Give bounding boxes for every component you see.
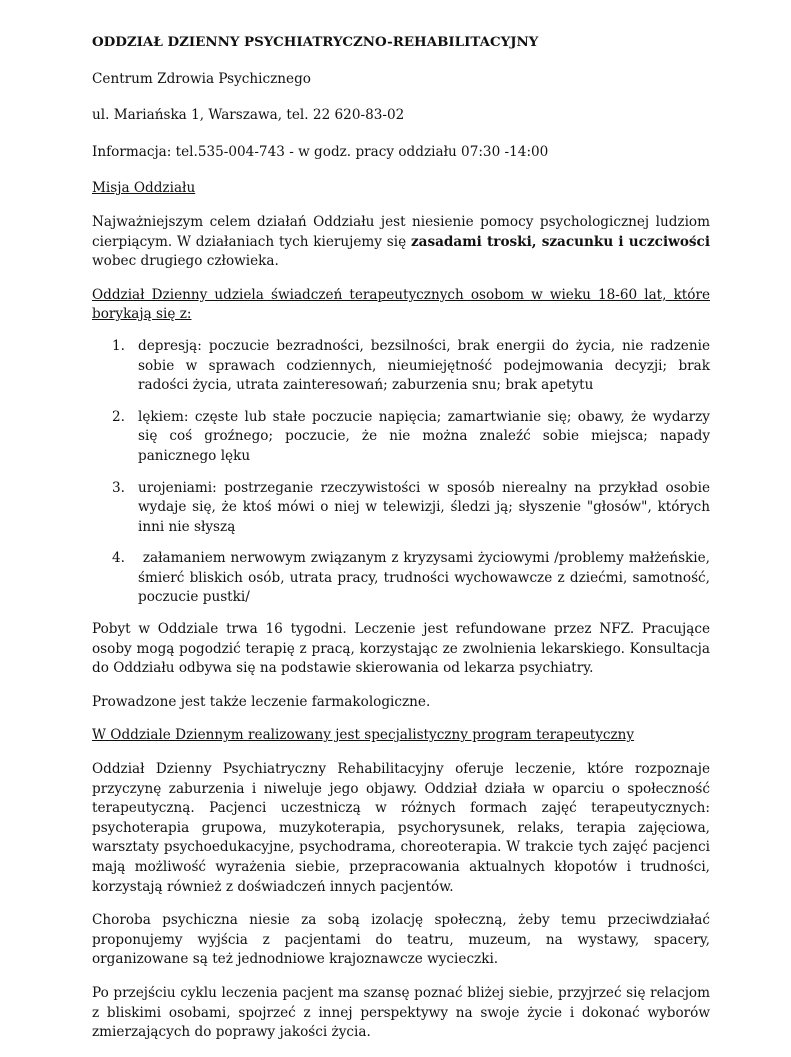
info-line: Informacja: tel.535-004-743 - w godz. pracy oddziału 07:30 -14:00 [92, 143, 549, 160]
program-paragraph-1: Oddział Dzienny Psychiatryczny Rehabilitacyjny oferuje leczenie, które rozpoznaje przyczynę zaburzenia i niweluje jego objawy. Oddział działa w oparciu o społeczność terapeutyczną. Pacjenci uczestniczą w różnych formach zajęć terapeutycznych: psychoterapia grupowa, muzykoterapia, psychorysunek, relaks, terapia zajęciowa, warsztaty psychoedukacyjne, psychodrama, choreoterapia. W trakcie tych zajęć pacjenci mają możliwość wyrażenia siebie, przepracowania aktualnych kłopotów i trudności, korzystają również z doświadczeń innych pacjentów. [92, 761, 710, 895]
mission-text-before: Najważniejszym celem działań Oddziału jest niesienie pomocy psychologicznej ludziom cierpiącym. W działaniach tych kierujemy się [92, 213, 710, 250]
list-item-text: lękiem: częste lub stałe poczucie napięcia; zamartwianie się; obawy, że wydarzy się coś groźnego; poczucie, że nie można znaleźć sobie miejsca; napady panicznego lęku [138, 408, 710, 464]
list-item [92, 337, 710, 396]
mission-text-after: wobec drugiego człowieka. [92, 253, 279, 270]
page-title: ODDZIAŁ DZIENNY PSYCHIATRYCZNO-REHABILITACYJNY [92, 34, 539, 50]
pharmacology-paragraph: Prowadzone jest także leczenie farmakologiczne. [92, 693, 431, 710]
mission-text-bold: zasadami troski, szacunku i uczciwości [410, 233, 710, 250]
list-item-number: 3. [112, 479, 125, 496]
program-heading: W Oddziale Dziennym realizowany jest specjalistyczny program terapeutyczny [92, 727, 635, 744]
document-page [92, 33, 715, 1057]
list-item [92, 408, 710, 467]
list-item [92, 479, 710, 538]
services-heading: Oddział Dzienny udziela świadczeń terapeutycznych osobom w wieku 18-60 lat, które borykają się z: [92, 286, 710, 323]
stay-paragraph: Pobyt w Oddziale trwa 16 tygodni. Leczenie jest refundowane przez NFZ. Pracujące osoby mogą pogodzić terapię z pracą, korzystając ze zwolnienia lekarskiego. Konsultacja do Oddziału odbywa się na podstawie skierowania od lekarza psychiatry. [92, 621, 710, 677]
mission-heading: Misja Oddziału [92, 180, 196, 197]
list-item-text: depresją: poczucie bezradności, bezsilności, brak energii do życia, nie radzenie sobie w sprawach codziennych, nieumiejętność podejmowania decyzji; brak radości życia, utrata zainteresowań; zaburzenia snu; brak apetytu [138, 337, 710, 394]
list-item-number: 2. [112, 408, 125, 425]
list-item-text: urojeniami: postrzeganie rzeczywistości w sposób nierealny na przykład osobie wydaje się, że ktoś mówi o niej w telewizji, śledzi ją; słyszenie "głosów", których inni nie słyszą [138, 479, 710, 535]
list-item [92, 549, 715, 608]
conditions-list [92, 337, 715, 608]
list-item-text: załamaniem nerwowym związanym z kryzysami życiowymi /problemy małżeńskie, śmierć bliskich osób, utrata pracy, trudności wychowawcze z dziećmi, samotność, poczucie pustki/ [138, 550, 715, 606]
program-paragraph-3: Po przejściu cyklu leczenia pacjent ma szansę poznać bliżej siebie, przyjrzeć się relacjom z bliskimi osobami, spojrzeć z innej perspektywy na swoje życie i dokonać wyborów zmierzających do poprawy jakości życia. [92, 984, 710, 1041]
program-paragraph-2: Choroba psychiczna niesie za sobą izolację społeczną, żeby temu przeciwdziałać proponujemy wyjścia z pacjentami do teatru, muzeum, na wystawy, spacery, organizowane są też jednodniowe krajoznawcze wycieczki. [92, 912, 710, 968]
mission-paragraph [92, 213, 710, 272]
list-item-number: 1. [112, 337, 125, 354]
center-name: Centrum Zdrowia Psychicznego [92, 70, 311, 87]
list-item-number: 4. [112, 550, 125, 567]
address-line: ul. Mariańska 1, Warszawa, tel. 22 620-83-02 [92, 107, 405, 124]
